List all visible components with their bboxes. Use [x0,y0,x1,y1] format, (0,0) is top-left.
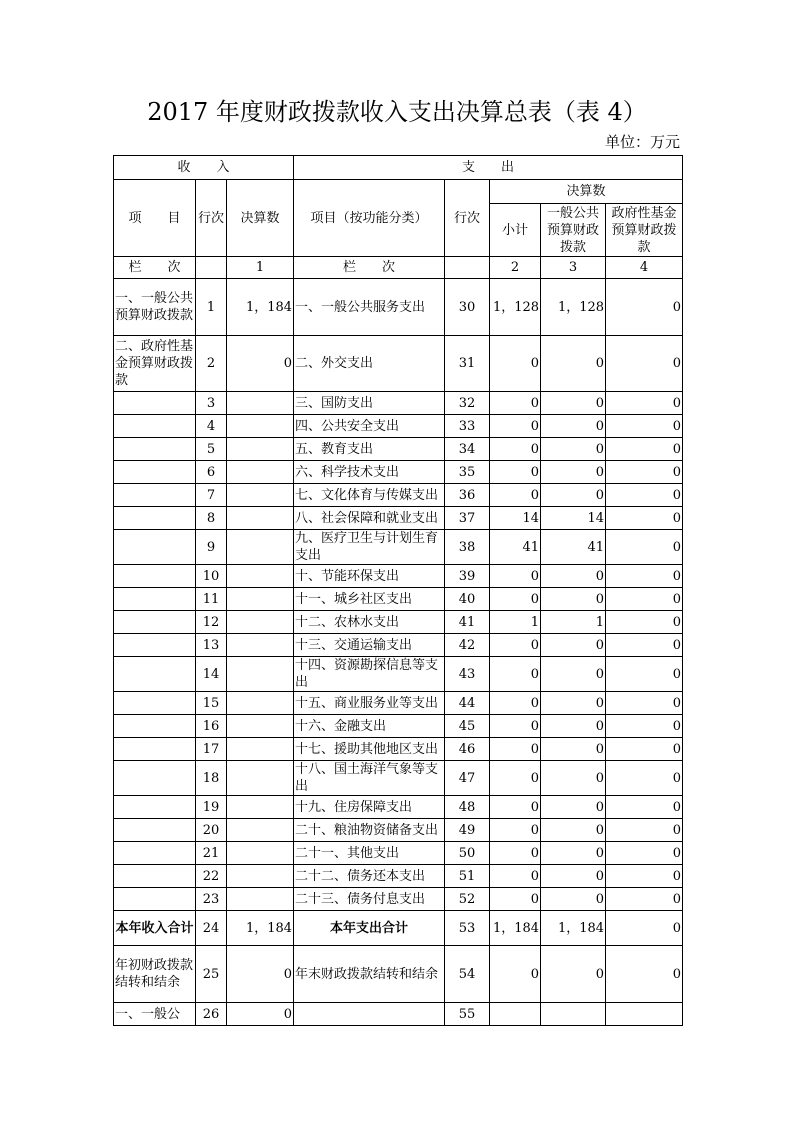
income-item-cell [114,738,196,761]
amount-cell [227,842,294,865]
item-header: 项 目 [114,180,196,257]
carry-row [114,946,683,1003]
line-no2-cell: 51 [445,865,490,888]
income-item-cell [114,461,196,484]
amount-cell [227,715,294,738]
line-no-cell: 26 [196,1003,227,1026]
gov-fund-cell: 0 [606,588,683,611]
subtotal-cell: 14 [490,507,541,530]
gov-fund-cell: 0 [606,657,683,692]
subtotal-cell: 0 [490,738,541,761]
col-blank [196,257,227,279]
expense-item-cell: 一、一般公共服务支出 [294,279,445,336]
line-no-cell: 2 [196,336,227,392]
gov-fund-cell: 0 [606,415,683,438]
gov-fund-cell: 0 [606,946,683,1003]
subtotal-cell: 0 [490,415,541,438]
table-row [114,634,683,657]
total-row [114,911,683,946]
general-cell: 0 [541,461,606,484]
gov-fund-cell: 0 [606,761,683,796]
subtotal-cell: 41 [490,530,541,565]
line-no2-cell: 39 [445,565,490,588]
gov-fund-cell: 0 [606,865,683,888]
amount-cell [227,588,294,611]
line-no-cell: 6 [196,461,227,484]
table-row [114,415,683,438]
table-row [114,461,683,484]
gov-fund-cell [606,1003,683,1026]
line-no2-cell: 34 [445,438,490,461]
general-cell: 0 [541,634,606,657]
expense-item-cell: 十二、农林水支出 [294,611,445,634]
line-no2-cell: 38 [445,530,490,565]
subtotal-cell: 0 [490,634,541,657]
line-no2-cell: 54 [445,946,490,1003]
subtotal-cell: 1，184 [490,911,541,946]
table-row [114,565,683,588]
line-no2-cell: 49 [445,819,490,842]
table-row [114,715,683,738]
header-row-1 [114,156,683,180]
line-no2-cell: 30 [445,279,490,336]
amount-cell [227,507,294,530]
line-no2-cell: 43 [445,657,490,692]
subtotal-cell: 1，128 [490,279,541,336]
income-item-cell [114,565,196,588]
income-item-cell [114,634,196,657]
income-item-cell [114,530,196,565]
col-1: 1 [227,257,294,279]
amount-cell [227,888,294,911]
income-item-cell [114,588,196,611]
general-cell: 0 [541,796,606,819]
expense-item-cell: 本年支出合计 [294,911,445,946]
subtotal-cell: 1 [490,611,541,634]
gov-fund-cell: 0 [606,634,683,657]
income-item-cell [114,415,196,438]
table-row [114,888,683,911]
expense-header: 支 出 [294,156,683,180]
line-no2-cell: 44 [445,692,490,715]
amount-cell: 0 [227,1003,294,1026]
amount-header: 决算数 [227,180,294,257]
col-blank2 [445,257,490,279]
income-item-cell [114,507,196,530]
gov-fund-cell: 0 [606,911,683,946]
amount-cell [227,565,294,588]
table-row [114,692,683,715]
subtotal-cell: 0 [490,484,541,507]
general-cell: 1，184 [541,911,606,946]
gov-fund-cell: 0 [606,530,683,565]
line-no-cell: 16 [196,715,227,738]
general-cell: 0 [541,819,606,842]
line-no2-cell: 42 [445,634,490,657]
col-2: 2 [490,257,541,279]
general-cell: 0 [541,657,606,692]
general-cell: 0 [541,565,606,588]
expense-item-cell: 十三、交通运输支出 [294,634,445,657]
gov-fund-cell: 0 [606,438,683,461]
general-cell: 0 [541,842,606,865]
line-no2-cell: 37 [445,507,490,530]
subtotal-cell: 0 [490,888,541,911]
line-no-cell: 20 [196,819,227,842]
line-no2-cell: 46 [445,738,490,761]
line-no-cell: 25 [196,946,227,1003]
col-3: 3 [541,257,606,279]
amount-cell [227,738,294,761]
expense-item-cell: 十八、国土海洋气象等支出 [294,761,445,796]
gov-fund-cell: 0 [606,461,683,484]
subtotal-cell: 0 [490,761,541,796]
subtotal-cell: 0 [490,842,541,865]
col-4: 4 [606,257,683,279]
table-row [114,842,683,865]
expense-item-cell: 十一、城乡社区支出 [294,588,445,611]
expense-item-cell: 六、科学技术支出 [294,461,445,484]
gov-fund-cell: 0 [606,888,683,911]
line-no-cell: 5 [196,438,227,461]
income-item-cell: 二、政府性基金预算财政拨款 [114,336,196,392]
expense-item-cell: 年末财政拨款结转和结余 [294,946,445,1003]
general-cell [541,1003,606,1026]
income-item-cell [114,819,196,842]
expense-item-cell: 十六、金融支出 [294,715,445,738]
income-header: 收 入 [114,156,294,180]
subtotal-cell: 0 [490,946,541,1003]
general-cell: 14 [541,507,606,530]
line-no-cell: 11 [196,588,227,611]
line-no2-cell: 45 [445,715,490,738]
expense-item-cell [294,1003,445,1026]
unit-label: 单位：万元 [604,133,680,151]
income-item-cell: 本年收入合计 [114,911,196,946]
gov-fund-cell: 0 [606,484,683,507]
subtotal-cell: 0 [490,461,541,484]
expense-item-cell: 二、外交支出 [294,336,445,392]
line-no-cell: 10 [196,565,227,588]
line-no2-cell: 36 [445,484,490,507]
income-item-cell [114,657,196,692]
expense-item-cell: 三、国防支出 [294,392,445,415]
expense-item-cell: 五、教育支出 [294,438,445,461]
expense-item-cell: 四、公共安全支出 [294,415,445,438]
general-cell: 0 [541,588,606,611]
line-no-cell: 7 [196,484,227,507]
amount-cell [227,530,294,565]
line-no2-cell: 50 [445,842,490,865]
line-no-cell: 18 [196,761,227,796]
amount-cell [227,761,294,796]
subtotal-header: 小计 [490,204,541,257]
final-group-header: 决算数 [490,180,683,204]
general-cell: 0 [541,865,606,888]
amount-cell: 1，184 [227,911,294,946]
gov-fund-cell: 0 [606,842,683,865]
expense-item-cell: 十四、资源勘探信息等支出 [294,657,445,692]
table-row [114,507,683,530]
line-no-cell: 1 [196,279,227,336]
subtotal-cell: 0 [490,565,541,588]
general-cell: 1，128 [541,279,606,336]
general-cell: 41 [541,530,606,565]
table-row [114,336,683,392]
subtotal-cell: 0 [490,657,541,692]
income-item-cell: 年初财政拨款结转和结余 [114,946,196,1003]
expense-item-cell: 二十三、债务付息支出 [294,888,445,911]
general-cell: 0 [541,946,606,1003]
line-no2-cell: 32 [445,392,490,415]
amount-cell [227,865,294,888]
income-item-cell [114,484,196,507]
income-item-cell [114,888,196,911]
line-no-cell: 19 [196,796,227,819]
subtotal-cell: 0 [490,336,541,392]
subtotal-cell: 0 [490,865,541,888]
gov-fund-cell: 0 [606,611,683,634]
table-row [114,796,683,819]
table-row [114,279,683,336]
income-item-cell [114,611,196,634]
line-no2-cell: 48 [445,796,490,819]
line-no-cell: 12 [196,611,227,634]
amount-cell [227,819,294,842]
general-header: 一般公共预算财政拨款 [541,204,606,257]
line-no-cell: 24 [196,911,227,946]
general-cell: 0 [541,415,606,438]
general-cell: 0 [541,692,606,715]
income-item-cell [114,796,196,819]
amount-cell: 1，184 [227,279,294,336]
expense-item-cell: 十、节能环保支出 [294,565,445,588]
amount-cell [227,461,294,484]
line-no2-header: 行次 [445,180,490,257]
col-label: 栏 次 [114,257,196,279]
expense-item-cell: 七、文化体育与传媒支出 [294,484,445,507]
general-cell: 0 [541,336,606,392]
subtotal-cell: 0 [490,819,541,842]
expense-item-cell: 十九、住房保障支出 [294,796,445,819]
line-no2-cell: 33 [445,415,490,438]
line-no2-cell: 47 [445,761,490,796]
line-no-cell: 17 [196,738,227,761]
line-no-header: 行次 [196,180,227,257]
table-row [114,484,683,507]
table-row [114,530,683,565]
amount-cell [227,392,294,415]
table-row [114,438,683,461]
col-label2: 栏 次 [294,257,445,279]
expense-item-cell: 二十一、其他支出 [294,842,445,865]
line-no2-cell: 53 [445,911,490,946]
table-row [114,588,683,611]
amount-cell [227,657,294,692]
table-row [114,738,683,761]
page-title: 2017 年度财政拨款收入支出决算总表（表 4） [147,98,647,126]
amount-cell [227,692,294,715]
line-no2-cell: 41 [445,611,490,634]
subtotal-cell: 0 [490,438,541,461]
line-no2-cell: 52 [445,888,490,911]
income-item-cell [114,715,196,738]
general-cell: 1 [541,611,606,634]
amount-cell [227,796,294,819]
table-row [114,1003,683,1026]
budget-table [113,155,683,1026]
general-cell: 0 [541,392,606,415]
line-no-cell: 21 [196,842,227,865]
income-item-cell [114,865,196,888]
header-row-2 [114,180,683,204]
amount-cell [227,611,294,634]
income-item-cell: 一、一般公共预算财政拨款 [114,279,196,336]
line-no2-cell: 40 [445,588,490,611]
gov-fund-cell: 0 [606,715,683,738]
table-row [114,611,683,634]
general-cell: 0 [541,484,606,507]
gov-fund-cell: 0 [606,507,683,530]
income-item-cell [114,392,196,415]
line-no-cell: 8 [196,507,227,530]
general-cell: 0 [541,715,606,738]
line-no-cell: 14 [196,657,227,692]
subtotal-cell: 0 [490,715,541,738]
line-no-cell: 4 [196,415,227,438]
line-no2-cell: 35 [445,461,490,484]
general-cell: 0 [541,438,606,461]
subtotal-cell [490,1003,541,1026]
general-cell: 0 [541,761,606,796]
general-cell: 0 [541,888,606,911]
expense-item-cell: 十七、援助其他地区支出 [294,738,445,761]
column-index-row [114,257,683,279]
gov-fund-header: 政府性基金预算财政拨款 [606,204,683,257]
expense-item-cell: 十五、商业服务业等支出 [294,692,445,715]
expense-item-cell: 八、社会保障和就业支出 [294,507,445,530]
expense-item-cell: 二十二、债务还本支出 [294,865,445,888]
income-item-cell [114,761,196,796]
line-no-cell: 15 [196,692,227,715]
line-no2-cell: 31 [445,336,490,392]
subtotal-cell: 0 [490,692,541,715]
subtotal-cell: 0 [490,796,541,819]
table-row [114,865,683,888]
item-func-header: 项目（按功能分类） [294,180,445,257]
subtotal-cell: 0 [490,588,541,611]
income-item-cell [114,692,196,715]
gov-fund-cell: 0 [606,565,683,588]
amount-cell: 0 [227,946,294,1003]
amount-cell [227,484,294,507]
expense-item-cell: 二十、粮油物资储备支出 [294,819,445,842]
table-row [114,819,683,842]
income-item-cell: 一、一般公 [114,1003,196,1026]
table-row [114,761,683,796]
gov-fund-cell: 0 [606,819,683,842]
table-row [114,657,683,692]
line-no2-cell: 55 [445,1003,490,1026]
gov-fund-cell: 0 [606,738,683,761]
line-no-cell: 3 [196,392,227,415]
table-row [114,392,683,415]
gov-fund-cell: 0 [606,336,683,392]
line-no-cell: 23 [196,888,227,911]
general-cell: 0 [541,738,606,761]
gov-fund-cell: 0 [606,279,683,336]
line-no-cell: 13 [196,634,227,657]
amount-cell [227,415,294,438]
amount-cell [227,634,294,657]
line-no-cell: 9 [196,530,227,565]
income-item-cell [114,438,196,461]
gov-fund-cell: 0 [606,692,683,715]
subtotal-cell: 0 [490,392,541,415]
gov-fund-cell: 0 [606,796,683,819]
line-no-cell: 22 [196,865,227,888]
amount-cell: 0 [227,336,294,392]
expense-item-cell: 九、医疗卫生与计划生育支出 [294,530,445,565]
income-item-cell [114,842,196,865]
gov-fund-cell: 0 [606,392,683,415]
amount-cell [227,438,294,461]
